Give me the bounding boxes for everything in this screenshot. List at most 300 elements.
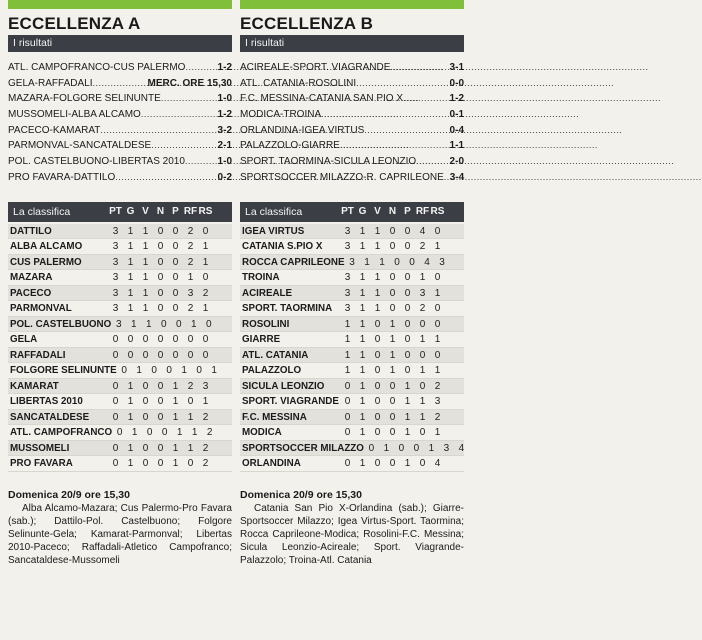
results-header: I risultati [8, 35, 232, 52]
leader-dots [390, 60, 447, 76]
stat-cell: 1 [359, 334, 366, 345]
stat-cell: 0 [389, 287, 396, 299]
leader-dots [364, 123, 447, 139]
team-stats [340, 239, 445, 254]
stat-cell: 2 [187, 303, 194, 314]
stat-cell: 0 [202, 225, 209, 237]
match-teams: ORLANDINA-IGEA VIRTUS [240, 124, 365, 136]
next-round-title: Domenica 20/9 ore 15,30 [240, 488, 362, 501]
result-row [240, 91, 464, 107]
header-color-strip [240, 0, 464, 9]
team-name: KAMARAT [10, 380, 59, 392]
result-row [240, 170, 464, 186]
match-teams: PACECO-KAMARAT [8, 124, 101, 136]
team-stats [112, 425, 217, 440]
stat-cell: 3 [344, 225, 351, 237]
result-row [240, 154, 464, 170]
stat-cell: 1 [172, 380, 179, 392]
stat-cell: 1 [389, 334, 396, 345]
stat-cell: 1 [187, 411, 194, 423]
match-score: 2-1 [217, 140, 232, 152]
column-header: P [172, 205, 179, 217]
stat-cell: 3 [112, 241, 119, 252]
standings-column-headers [108, 202, 213, 222]
stat-cell: 0 [374, 458, 381, 469]
stat-cell: 0 [374, 380, 381, 392]
stat-cell: 4 [424, 256, 430, 268]
team-name: PALAZZOLO [242, 365, 302, 376]
team-stats [117, 363, 222, 378]
team-stats [340, 394, 445, 409]
stat-cell: 1 [344, 349, 351, 361]
leader-dots [161, 91, 216, 107]
result-row [240, 138, 464, 154]
stat-cell: 1 [404, 458, 411, 469]
stat-cell: 0 [172, 303, 179, 314]
standings-row [8, 379, 232, 395]
standings-row [240, 239, 464, 255]
league-column-eccellenza-a [8, 0, 232, 640]
team-stats [340, 224, 445, 239]
standings-row [240, 441, 464, 457]
result-row [8, 170, 232, 186]
stat-cell: 2 [187, 256, 194, 268]
stat-cell: 3 [112, 287, 119, 299]
team-name: SICULA LEONZIO [242, 380, 325, 392]
stat-cell: 1 [142, 256, 149, 268]
stat-cell: 0 [161, 427, 168, 438]
team-stats [340, 456, 445, 471]
stat-cell: 1 [181, 365, 187, 376]
stat-cell: 0 [389, 380, 396, 392]
match-score: 0-4 [449, 124, 464, 136]
stat-cell: 1 [374, 272, 381, 283]
stat-cell: 0 [157, 272, 164, 283]
stat-cell: 1 [404, 427, 411, 438]
stat-cell: 0 [157, 334, 164, 345]
team-name: CATANIA S.PIO X [242, 241, 323, 252]
stat-cell: 1 [359, 380, 366, 392]
team-stats [340, 301, 445, 316]
standings-row [8, 224, 232, 240]
stat-cell: 1 [187, 442, 194, 454]
team-stats [340, 410, 445, 425]
stat-cell: 0 [419, 427, 426, 438]
standings-column-headers [340, 202, 445, 222]
standings-row [240, 363, 464, 379]
team-name: F.C. MESSINA [242, 411, 307, 423]
stat-cell: 0 [157, 256, 164, 268]
column-header: V [374, 205, 381, 217]
match-score: 3-2 [217, 124, 232, 136]
stat-cell: 1 [127, 287, 134, 299]
stat-cell: 1 [142, 225, 149, 237]
column-header: G [358, 205, 367, 217]
stat-cell: 1 [359, 349, 366, 361]
standings-row [240, 255, 464, 271]
team-name: POL. CASTELBUONO [10, 318, 112, 330]
stat-cell: 1 [404, 396, 411, 407]
stat-cell: 0 [142, 396, 149, 407]
stat-cell: 1 [130, 318, 137, 330]
header-color-strip [8, 0, 232, 9]
standings-row [240, 410, 464, 426]
match-score: 1-1 [449, 140, 464, 152]
result-row [240, 76, 464, 92]
stat-cell: 2 [434, 411, 441, 423]
stat-cell: 0 [127, 334, 134, 345]
standings-row [240, 270, 464, 286]
result-row [240, 107, 464, 123]
team-stats [340, 348, 445, 363]
stat-cell: 1 [359, 241, 366, 252]
match-score: 0-1 [449, 109, 464, 121]
team-stats [345, 255, 450, 270]
stat-cell: 0 [112, 442, 119, 454]
team-name: ORLANDINA [242, 458, 301, 469]
result-row [8, 154, 232, 170]
match-teams: PALAZZOLO-GIARRE [240, 140, 340, 152]
stat-cell: 3 [344, 287, 351, 299]
team-name: CUS PALERMO [10, 256, 82, 268]
match-teams: F.C. MESSINA-CATANIA SAN PIO X [240, 93, 403, 105]
match-teams: MAZARA-FOLGORE SELINUNTE [8, 93, 161, 105]
match-score: 1-2 [449, 93, 464, 105]
stat-cell: 0 [389, 225, 396, 237]
stat-cell: 1 [211, 365, 217, 376]
stat-cell: 1 [434, 287, 441, 299]
stat-cell: 1 [364, 256, 370, 268]
stat-cell: 1 [344, 334, 351, 345]
team-name: IGEA VIRTUS [242, 225, 305, 237]
stat-cell: 3 [443, 442, 450, 454]
stat-cell: 0 [157, 442, 164, 454]
stat-cell: 0 [196, 365, 202, 376]
result-row [240, 60, 464, 76]
leader-dots [141, 107, 216, 123]
result-row [8, 138, 232, 154]
team-name: ROSOLINI [242, 318, 290, 330]
standings-row [240, 224, 464, 240]
stat-cell: 0 [187, 349, 194, 361]
match-teams: ATL. CAMPOFRANCO-CUS PALERMO [8, 62, 186, 73]
stat-cell: 2 [202, 458, 209, 469]
stat-cell: 1 [359, 411, 366, 423]
league-title: ECCELLENZA B [240, 14, 374, 33]
stat-cell: 2 [419, 303, 426, 314]
team-stats [111, 317, 216, 332]
team-stats [108, 301, 213, 316]
stat-cell: 2 [419, 241, 426, 252]
standings-row [8, 239, 232, 255]
stat-cell: 1 [404, 380, 411, 392]
stat-cell: 0 [344, 380, 351, 392]
match-teams: ACIREALE-SPORT. VIAGRANDE [240, 62, 391, 73]
stat-cell: 0 [404, 303, 411, 314]
stat-cell: 3 [439, 256, 445, 268]
stat-cell: 0 [157, 349, 164, 361]
team-name: SPORTSOCCER MILAZZO [242, 442, 364, 454]
stat-cell: 0 [187, 334, 194, 345]
result-row [8, 91, 232, 107]
team-name: ALBA ALCAMO [10, 241, 83, 252]
stat-cell: 0 [434, 303, 441, 314]
standings-header [8, 202, 232, 222]
stat-cell: 1 [202, 241, 209, 252]
standings-header [240, 202, 464, 222]
stat-cell: 1 [142, 287, 149, 299]
team-stats [340, 270, 445, 285]
team-stats [108, 255, 213, 270]
stat-cell: 1 [389, 365, 396, 376]
stat-cell: 4 [419, 225, 426, 237]
standings-row [8, 317, 232, 333]
team-stats [108, 348, 213, 363]
standings-row [8, 286, 232, 302]
column-header: RS [430, 205, 445, 217]
column-header: N [388, 205, 397, 217]
stat-cell: 2 [202, 411, 209, 423]
stat-cell: 0 [116, 427, 123, 438]
standings-row [8, 332, 232, 348]
match-teams: POL. CASTELBUONO-LIBERTAS 2010 [8, 156, 185, 168]
team-stats [340, 286, 445, 301]
stat-cell: 0 [157, 396, 164, 407]
result-row [8, 60, 232, 76]
stat-cell: 3 [187, 287, 194, 299]
stat-cell: 1 [359, 396, 366, 407]
result-row [8, 107, 232, 123]
match-teams: SPORT. TAORMINA-SICULA LEONZIO [240, 156, 417, 168]
stat-cell: 3 [112, 225, 119, 237]
standings-row [8, 255, 232, 271]
stat-cell: 0 [160, 318, 167, 330]
stat-cell: 0 [157, 303, 164, 314]
stat-cell: 0 [187, 458, 194, 469]
stat-cell: 1 [127, 458, 134, 469]
team-stats [108, 456, 213, 471]
stat-cell: 0 [374, 334, 381, 345]
stat-cell: 1 [434, 427, 441, 438]
column-header: N [156, 205, 165, 217]
stat-cell: 1 [389, 318, 396, 330]
stat-cell: 0 [172, 241, 179, 252]
stat-cell: 0 [434, 318, 441, 330]
column-header: V [142, 205, 149, 217]
stat-cell: 1 [419, 411, 426, 423]
standings-row [240, 425, 464, 441]
stat-cell: 0 [419, 458, 426, 469]
stat-cell: 0 [202, 272, 209, 283]
stat-cell: 1 [434, 334, 441, 345]
stat-cell: 2 [187, 241, 194, 252]
match-teams: MODICA-TROINA [240, 109, 322, 121]
stat-cell: 0 [434, 272, 441, 283]
stat-cell: 0 [172, 256, 179, 268]
stat-cell: 1 [359, 458, 366, 469]
column-header: PT [109, 205, 122, 217]
team-stats [108, 410, 213, 425]
stat-cell: 1 [359, 303, 366, 314]
results-header: I risultati [240, 35, 464, 52]
team-stats [108, 441, 213, 456]
stat-cell: 2 [206, 427, 213, 438]
standings-row [8, 301, 232, 317]
stat-cell: 1 [142, 241, 149, 252]
stat-cell: 0 [419, 349, 426, 361]
stat-cell: 0 [389, 458, 396, 469]
team-stats [340, 425, 445, 440]
team-name: PARMONVAL [10, 303, 72, 314]
stat-cell: 0 [112, 380, 119, 392]
standings-row [240, 456, 464, 472]
stat-cell: 0 [413, 442, 420, 454]
match-score: 0-2 [217, 171, 232, 183]
standings-row [240, 301, 464, 317]
stat-cell: 3 [344, 241, 351, 252]
stat-cell: 1 [374, 225, 381, 237]
team-name: MUSSOMELI [10, 442, 70, 454]
stat-cell: 1 [389, 349, 396, 361]
league-column-eccellenza-b [240, 0, 464, 640]
stat-cell: 0 [157, 225, 164, 237]
team-stats [340, 317, 445, 332]
leader-dots [92, 76, 145, 92]
stat-cell: 1 [127, 442, 134, 454]
stat-cell: 3 [419, 287, 426, 299]
stat-cell: 3 [112, 303, 119, 314]
stat-cell: 0 [142, 458, 149, 469]
stat-cell: 0 [374, 349, 381, 361]
leader-dots [100, 123, 215, 139]
match-teams: ATL. CATANIA-ROSOLINI [240, 77, 357, 89]
stat-cell: 0 [166, 365, 172, 376]
stat-cell: 1 [187, 272, 194, 283]
stat-cell: 1 [434, 241, 441, 252]
stat-cell: 1 [419, 272, 426, 283]
results-list [240, 60, 464, 186]
standings-row [8, 456, 232, 472]
stat-cell: 0 [142, 442, 149, 454]
stat-cell: 0 [202, 349, 209, 361]
stat-cell: 1 [202, 396, 209, 407]
team-name: TROINA [242, 272, 280, 283]
stat-cell: 1 [202, 303, 209, 314]
stat-cell: 0 [157, 380, 164, 392]
next-round-fixtures: Alba Alcamo-Mazara; Cus Palermo-Pro Favara (sab.); Dattilo-Pol. Castelbuono; Folgore Selinunte-Gela; Kamarat-Parmonval; Libertas 2010-Paceco; Raffadali-Atletico Campofranco; Sancataldese-Mussomeli [8, 502, 232, 566]
column-header: PT [341, 205, 354, 217]
stat-cell: 0 [142, 334, 149, 345]
stat-cell: 0 [142, 411, 149, 423]
stat-cell: 3 [112, 272, 119, 283]
team-stats [108, 224, 213, 239]
stat-cell: 1 [404, 411, 411, 423]
stat-cell: 0 [389, 272, 396, 283]
standings-title: La classifica [13, 205, 71, 218]
stat-cell: 0 [172, 225, 179, 237]
stat-cell: 3 [112, 256, 119, 268]
team-stats [108, 239, 213, 254]
team-stats [364, 441, 469, 456]
stat-cell: 0 [404, 225, 411, 237]
stat-cell: 1 [344, 365, 351, 376]
stat-cell: 0 [344, 411, 351, 423]
stat-cell: 2 [434, 380, 441, 392]
stat-cell: 1 [359, 272, 366, 283]
stat-cell: 0 [344, 427, 351, 438]
stat-cell: 0 [172, 287, 179, 299]
team-stats [108, 332, 213, 347]
stat-cell: 2 [187, 380, 194, 392]
stat-cell: 1 [374, 303, 381, 314]
stat-cell: 0 [157, 458, 164, 469]
stat-cell: 1 [379, 256, 385, 268]
team-stats [108, 270, 213, 285]
match-teams: MUSSOMELI-ALBA ALCAMO [8, 109, 141, 121]
team-name: SANCATALDESE [10, 411, 90, 423]
team-stats [108, 394, 213, 409]
match-score: MERC. ORE 15,30 [147, 77, 232, 89]
stat-cell: 0 [205, 318, 212, 330]
standings-table [8, 224, 232, 472]
stat-cell: 0 [172, 349, 179, 361]
stat-cell: 2 [187, 225, 194, 237]
standings-row [8, 363, 232, 379]
column-header: RF [183, 205, 198, 217]
match-score: 2-0 [449, 156, 464, 168]
standings-row [240, 332, 464, 348]
stat-cell: 1 [145, 318, 152, 330]
team-name: GIARRE [242, 334, 281, 345]
match-score: 1-2 [217, 109, 232, 121]
leader-dots [151, 138, 215, 154]
team-name: ACIREALE [242, 287, 293, 299]
stat-cell: 0 [112, 458, 119, 469]
stat-cell: 3 [344, 272, 351, 283]
stat-cell: 0 [434, 225, 441, 237]
stat-cell: 0 [121, 365, 127, 376]
standings-title: La classifica [245, 205, 303, 218]
team-name: DATTILO [10, 225, 52, 237]
stat-cell: 0 [127, 349, 134, 361]
team-stats [108, 286, 213, 301]
column-header: RS [198, 205, 213, 217]
result-row [8, 123, 232, 139]
team-name: MODICA [242, 427, 282, 438]
standings-row [240, 379, 464, 395]
match-score: 1-2 [217, 62, 232, 73]
stat-cell: 4 [458, 442, 465, 454]
stat-cell: 1 [419, 334, 426, 345]
stat-cell: 1 [190, 318, 197, 330]
team-name: RAFFADALI [10, 349, 66, 361]
standings-row [240, 348, 464, 364]
stat-cell: 0 [142, 380, 149, 392]
stat-cell: 3 [434, 396, 441, 407]
team-name: GELA [10, 334, 38, 345]
stat-cell: 0 [112, 396, 119, 407]
stat-cell: 1 [344, 318, 351, 330]
leader-dots [115, 170, 215, 186]
team-name: SPORT. VIAGRANDE [242, 396, 339, 407]
stat-cell: 3 [349, 256, 355, 268]
stat-cell: 2 [202, 287, 209, 299]
stat-cell: 0 [404, 287, 411, 299]
stat-cell: 0 [202, 334, 209, 345]
leader-dots [403, 91, 448, 107]
stat-cell: 0 [374, 396, 381, 407]
stat-cell: 1 [419, 365, 426, 376]
